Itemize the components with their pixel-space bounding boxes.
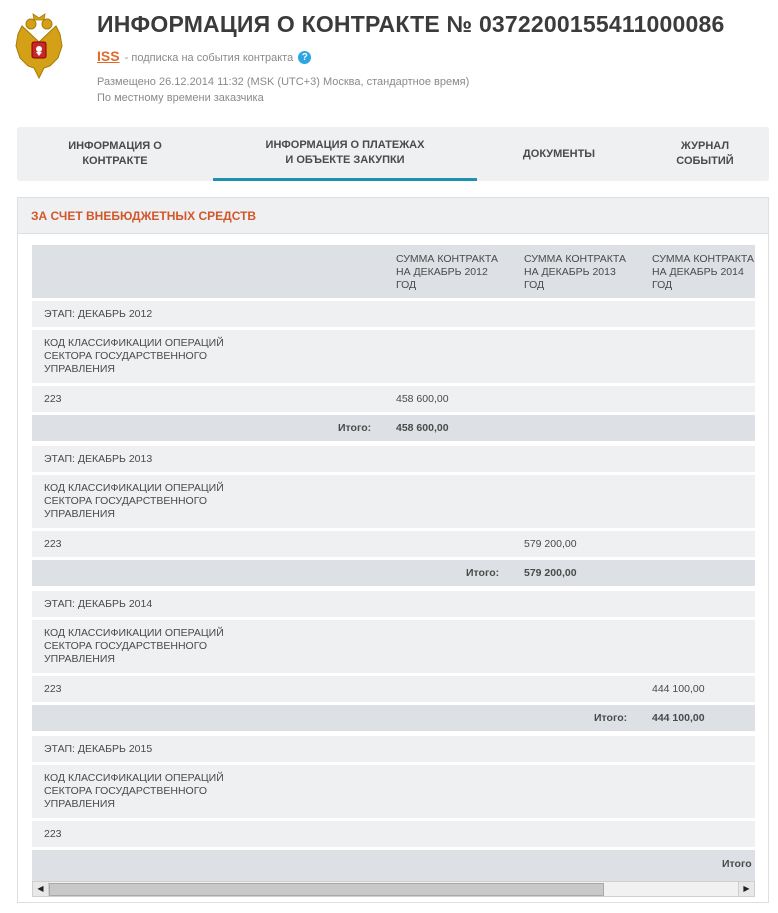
scrollbar-thumb[interactable] [49,883,604,896]
coat-of-arms-emblem [14,12,64,84]
tab-label: ДОКУМЕНТЫ [522,147,596,160]
stage-row [32,736,755,762]
subscription-line [97,48,311,64]
stage-row [32,446,755,472]
total-value: 444 100,00 [652,712,705,724]
total-label: Итого [722,858,752,870]
amount-value: 579 200,00 [524,538,577,550]
tab-event-log[interactable] [641,127,769,181]
total-row [32,705,755,731]
tab-label: ЖУРНАЛ СОБЫТИЙ [676,140,734,167]
iss-link[interactable]: ISS [97,48,120,64]
code-value: 223 [44,538,62,550]
table-header-row [32,245,755,298]
total-label: Итого: [338,422,372,434]
total-row [32,415,755,441]
scroll-left-arrow-icon[interactable]: ◀ [33,882,49,896]
extrabudgetary-panel [17,197,769,903]
stage-title: ЭТАП: ДЕКАБРЬ 2014 [44,598,153,610]
total-row [32,850,755,881]
column-header-2012: СУММА КОНТРАКТА НА ДЕКАБРЬ 2012 ГОД [396,253,498,291]
subscribe-text: - подписка на события контракта [124,52,294,64]
code-label: КОД КЛАССИФИКАЦИИ ОПЕРАЦИЙ СЕКТОРА ГОСУДАРСТВЕННОГО УПРАВЛЕНИЯ [44,337,224,375]
section-title: ЗА СЧЕТ ВНЕБЮДЖЕТНЫХ СРЕДСТВ [31,209,257,223]
placed-date-text: Размещено 26.12.2014 11:32 (MSK (UTC+3) Москва, стандартное время) [97,76,470,88]
tab-payments-info[interactable] [213,127,477,181]
page-title: ИНФОРМАЦИЯ О КОНТРАКТЕ № 0372200155411000086 [97,11,725,37]
scroll-right-arrow-icon[interactable]: ▶ [738,882,754,896]
code-value: 223 [44,683,62,695]
panel-header [18,198,768,234]
table-row [32,386,755,412]
tab-label: ИНФОРМАЦИЯ О ПЛАТЕЖАХ И ОБЪЕКТЕ ЗАКУПКИ [265,138,425,166]
column-header-2013: СУММА КОНТРАКТА НА ДЕКАБРЬ 2013 ГОД [524,253,626,291]
stage-title: ЭТАП: ДЕКАБРЬ 2012 [44,308,153,320]
payments-table [32,245,755,881]
total-label: Итого: [594,712,628,724]
column-header-2014: СУММА КОНТРАКТА НА ДЕКАБРЬ 2014 ГОД [652,253,754,291]
code-label-row [32,765,755,818]
stage-row [32,301,755,327]
local-time-text: По местному времени заказчика [97,92,264,104]
code-value: 223 [44,393,62,405]
stage-row [32,591,755,617]
stage-title: ЭТАП: ДЕКАБРЬ 2013 [44,453,153,465]
total-value: 579 200,00 [524,567,577,579]
tab-label: ИНФОРМАЦИЯ О КОНТРАКТЕ [68,140,162,167]
code-label-row [32,620,755,673]
amount-value: 444 100,00 [652,683,705,695]
help-icon[interactable]: ? [298,51,311,64]
table-row [32,676,755,702]
code-label: КОД КЛАССИФИКАЦИИ ОПЕРАЦИЙ СЕКТОРА ГОСУДАРСТВЕННОГО УПРАВЛЕНИЯ [44,772,224,810]
amount-value: 458 600,00 [396,393,449,405]
tab-documents[interactable] [477,127,641,181]
total-label: Итого: [466,567,500,579]
tab-contract-info[interactable] [17,127,213,181]
code-value: 223 [44,828,62,840]
total-value: 458 600,00 [396,422,449,434]
tab-bar [17,127,769,181]
code-label: КОД КЛАССИФИКАЦИИ ОПЕРАЦИЙ СЕКТОРА ГОСУДАРСТВЕННОГО УПРАВЛЕНИЯ [44,482,224,520]
code-label-row [32,330,755,383]
stage-title: ЭТАП: ДЕКАБРЬ 2015 [44,743,153,755]
horizontal-scrollbar[interactable] [32,881,755,897]
code-label-row [32,475,755,528]
table-row [32,821,755,847]
total-row [32,560,755,586]
table-row [32,531,755,557]
code-label: КОД КЛАССИФИКАЦИИ ОПЕРАЦИЙ СЕКТОРА ГОСУДАРСТВЕННОГО УПРАВЛЕНИЯ [44,627,224,665]
